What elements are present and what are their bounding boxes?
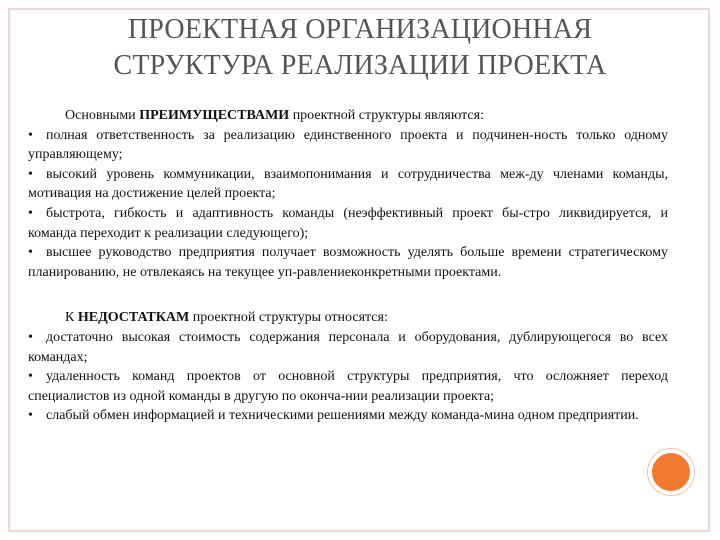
- disadvantage-text: достаточно высокая стоимость содержания персонала и оборудования, дублирующегося во всех командах;: [28, 329, 668, 365]
- disadvantage-item: [28, 406, 668, 426]
- accent-circle-icon: [648, 449, 694, 495]
- advantages-lead-suffix: проектной структуры являются:: [289, 108, 484, 123]
- slide-body: [28, 106, 668, 426]
- section-gap: [28, 282, 668, 308]
- disadvantage-text: слабый обмен информацией и техническими решениями между команда-мина одном предприятии.: [46, 408, 639, 424]
- advantage-text: высшее руководство предприятия получает возможность уделять больше времени стратегическому планированию, не отвлекаясь на текущее уп-равлениеконкретными проектами.: [28, 245, 668, 280]
- bullet-icon: •: [28, 329, 33, 345]
- advantage-item: [28, 165, 668, 204]
- advantage-text: полная ответственность за реализацию единственного проекта и подчинен-ность только одному управляющему;: [28, 127, 668, 163]
- disadvantage-item: [28, 328, 668, 367]
- disadvantages-lead: [28, 308, 668, 328]
- advantages-lead-bold: ПРЕИМУЩЕСТВАМИ: [139, 108, 290, 123]
- bullet-icon: •: [28, 166, 33, 182]
- disadvantages-lead-suffix: проектной структуры относятся:: [189, 310, 388, 326]
- slide-title: [0, 12, 720, 84]
- disadvantage-item: [28, 367, 668, 406]
- advantage-text: высокий уровень коммуникации, взаимопонимания и сотрудничества меж-ду членами команды, мотивация на достижение целей проекта;: [28, 166, 668, 202]
- title-line-2: СТРУКТУРА РЕАЛИЗАЦИИ ПРОЕКТА: [113, 50, 607, 81]
- disadvantages-lead-prefix: К: [65, 310, 78, 326]
- bullet-icon: •: [28, 408, 33, 424]
- advantages-lead-prefix: Основными: [65, 108, 140, 123]
- disadvantage-text: удаленность команд проектов от основной структуры предприятия, что осложняет переход специалистов из одной команды в другую по оконча-нии реализации проекта;: [28, 369, 668, 404]
- bullet-icon: •: [28, 245, 33, 261]
- disadvantages-lead-bold: НЕДОСТАТКАМ: [77, 310, 190, 326]
- title-line-1: ПРОЕКТНАЯ ОРГАНИЗАЦИОННАЯ: [127, 14, 593, 45]
- advantage-item: [28, 126, 668, 165]
- bullet-icon: •: [28, 369, 33, 385]
- advantage-text: быстрота, гибкость и адаптивность команды (неэффективный проект бы-стро ликвидируется, и команда переходит к реализации следующего);: [28, 205, 668, 241]
- bullet-icon: •: [28, 205, 33, 221]
- advantages-lead: [28, 106, 668, 126]
- bullet-icon: •: [28, 127, 33, 143]
- advantage-item: [28, 204, 668, 243]
- advantage-item: [28, 243, 668, 282]
